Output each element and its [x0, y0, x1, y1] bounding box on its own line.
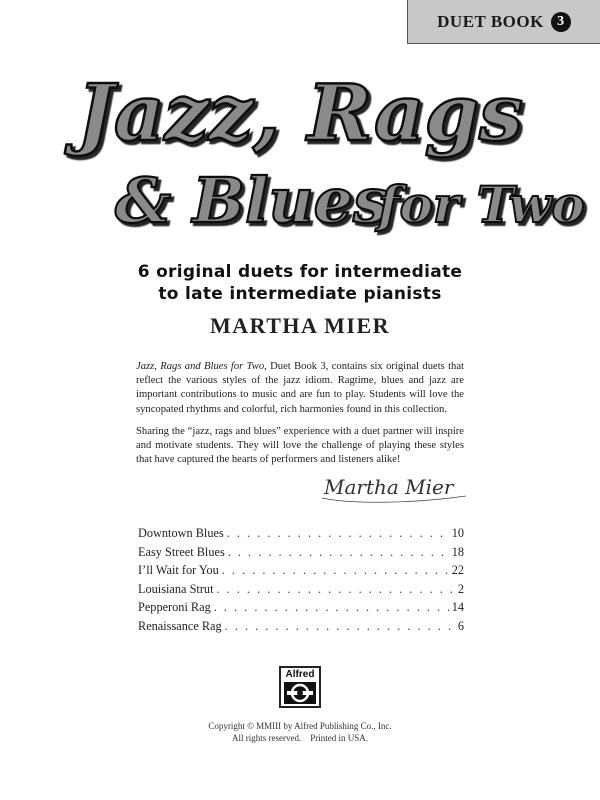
toc-leader [214, 600, 449, 615]
toc-title: Easy Street Blues [138, 544, 225, 559]
toc-page: 22 [451, 563, 464, 578]
toc-row [138, 526, 464, 545]
toc-page: 14 [451, 600, 464, 615]
toc-page: 6 [457, 618, 464, 633]
copyright-line2: All rights reserved. Printed in USA. [232, 733, 368, 743]
toc-leader [228, 545, 449, 560]
toc-title: Downtown Blues [138, 526, 224, 540]
intro-paragraph-1-text: Duet Book 3, contains six original duets that reflect the various styles of the jazz idiom. Ragtime, blues and jazz are important contributions to music and are fun to play. Students will love the syncopated rhythms and colorful, rich harmonies found in this collection. [136, 361, 465, 415]
signature-text: Martha Mier [324, 475, 454, 499]
alfred-logo [279, 666, 321, 708]
toc-title: I’ll Wait for You [138, 563, 219, 578]
copyright [0, 720, 600, 744]
title-line1: Jazz, Rags [77, 68, 523, 159]
toc-title: Renaissance Rag [138, 618, 222, 633]
author-name: MARTHA MIER [209, 313, 391, 338]
title-logo [0, 0, 600, 250]
table-of-contents [138, 526, 464, 638]
signature [320, 470, 470, 506]
subtitle-line1: 6 original duets for intermediate [137, 262, 463, 282]
tab-label: DUET BOOK [437, 11, 544, 31]
toc-page: 10 [451, 526, 464, 540]
toc-leader [216, 582, 454, 597]
intro-paragraph-1 [136, 360, 464, 417]
title-line2a: & Blues [115, 164, 388, 237]
intro-text [136, 360, 464, 475]
toc-leader [227, 526, 449, 541]
intro-italic-title: Jazz, Rags and Blues for Two, [136, 361, 267, 372]
toc-leader [225, 619, 455, 634]
tab-number-badge: 3 [551, 12, 571, 32]
title-line2b: for Two [378, 175, 585, 234]
toc-row [138, 582, 464, 601]
logo-mark-icon [281, 681, 319, 707]
copyright-line1: Copyright © MMIII by Alfred Publishing Co., Inc. [208, 721, 392, 731]
toc-title: Pepperoni Rag [138, 600, 211, 615]
intro-paragraph-2: Sharing the “jazz, rags and blues” experience with a duet partner will inspire and motivate students. They will love the challenge of playing these styles that have captured the hearts of performers and listeners alike! [136, 425, 464, 466]
subtitle-line2: to late intermediate pianists [158, 284, 442, 304]
toc-row [138, 600, 464, 619]
toc-row [138, 619, 464, 638]
toc-title: Louisiana Strut [138, 581, 214, 596]
toc-page: 18 [451, 544, 464, 559]
toc-row [138, 545, 464, 564]
toc-page: 2 [457, 581, 464, 596]
alfred-logo-text: Alfred [285, 669, 315, 680]
toc-row [138, 563, 464, 582]
toc-leader [222, 563, 449, 578]
